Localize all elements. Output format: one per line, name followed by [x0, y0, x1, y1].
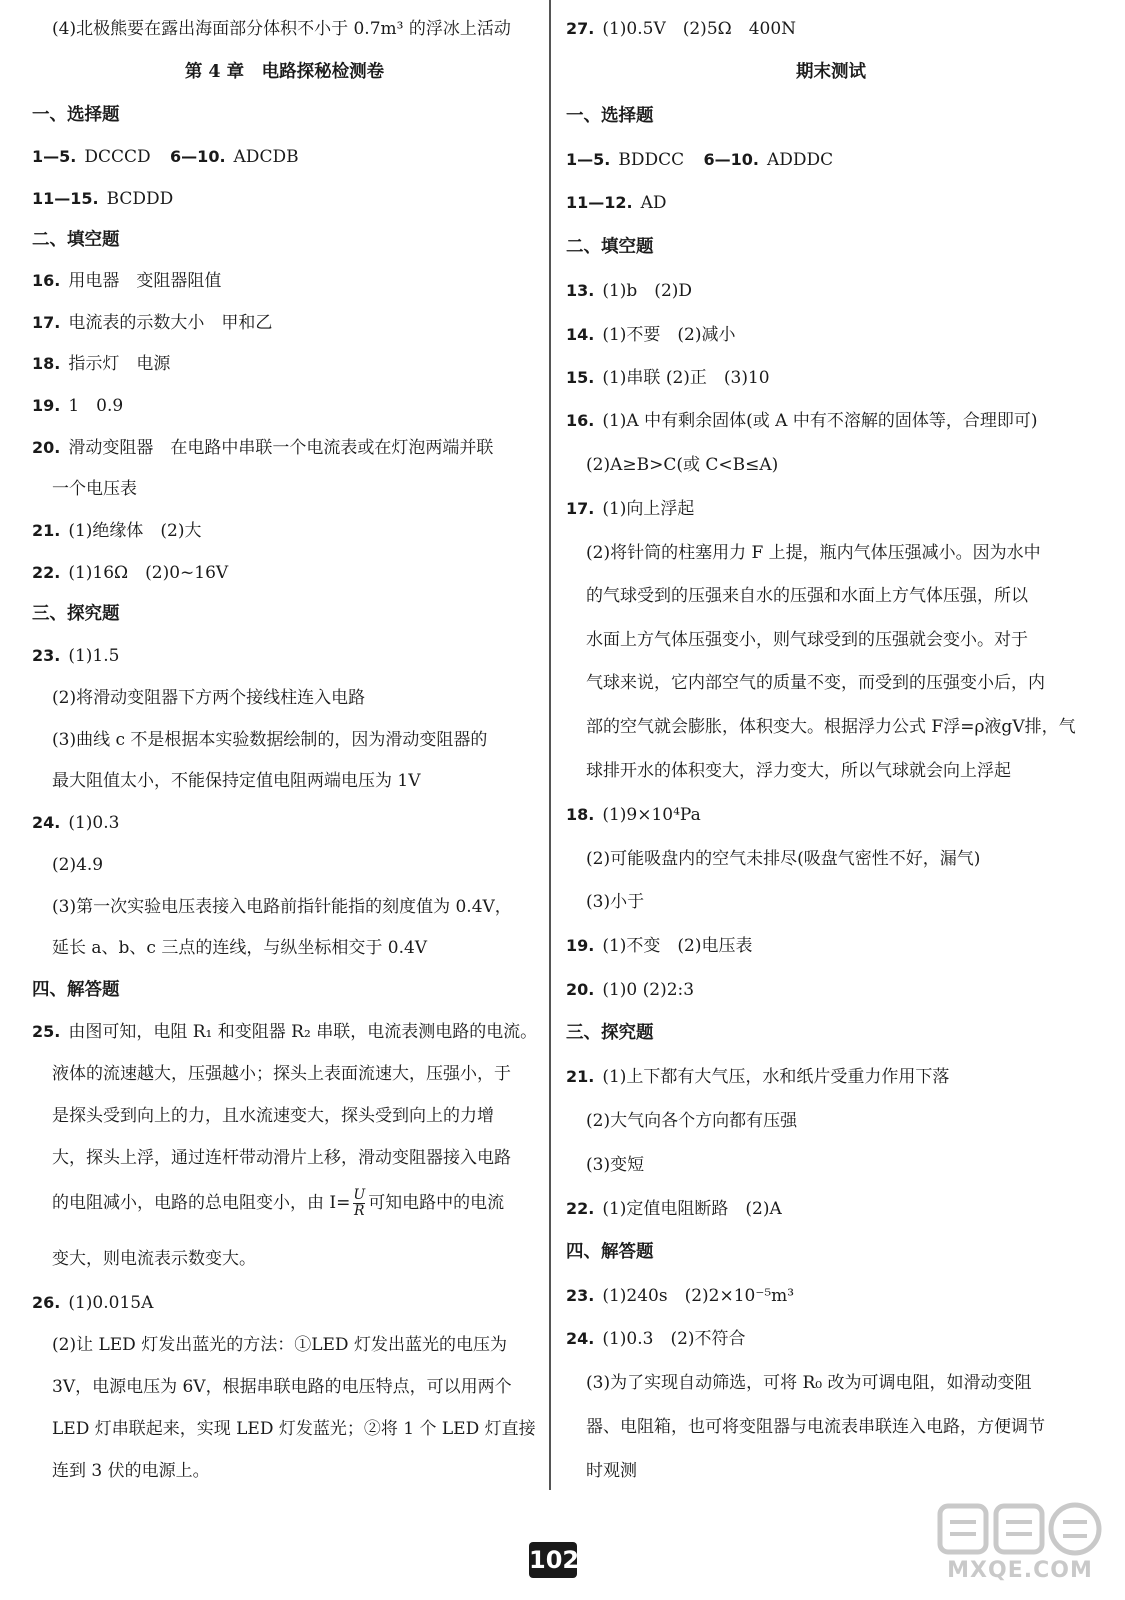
answer-r-16: 16. (1)A 中有剩余固体(或 A 中有不溶解的固体等，合理即可)	[566, 411, 1038, 431]
chapter-title: 第 4 章 电路探秘检测卷	[184, 62, 385, 82]
answer-20: 20. 滑动变阻器 在电路中串联一个电流表或在灯泡两端并联	[32, 438, 494, 458]
answer-1-10: 1—5. DCCCD 6—10. ADCDB	[32, 147, 299, 167]
answer-r-24-c: 器、电阻箱，也可将变阻器与电流表串联连入电路，方便调节	[586, 1417, 1045, 1437]
answer-r-24-d: 时观测	[586, 1461, 637, 1481]
answer-20-cont: 一个电压表	[52, 479, 137, 499]
answer-26-e: 连到 3 伏的电源上。	[52, 1461, 210, 1481]
answer-21: 21. (1)绝缘体 (2)大	[32, 521, 202, 541]
answer-r-20: 20. (1)0 (2)2:3	[566, 980, 695, 1000]
answer-23: 23. (1)1.5	[32, 646, 120, 666]
answer-25-e: 的电阻减小，电路的总电阻变小，由 I= $\frac{U}{R}$ 可知电路中的电流	[52, 1187, 505, 1219]
section-explore-r: 三、探究题	[566, 1023, 654, 1043]
answer-r-15: 15. (1)串联 (2)正 (3)10	[566, 368, 770, 388]
answer-11-15: 11—15. BCDDD	[32, 189, 174, 209]
watermark	[930, 1500, 1110, 1590]
top-line: (4)北极熊要在露出海面部分体积不小于 0.7m³ 的浮冰上活动	[52, 19, 511, 39]
answer-r-17: 17. (1)向上浮起	[566, 499, 695, 519]
answer-r-13: 13. (1)b (2)D	[566, 281, 693, 301]
answer-r-1-10: 1—5. BDDCC 6—10. ADDDC	[566, 150, 834, 170]
answer-r-21: 21. (1)上下都有大气压，水和纸片受重力作用下落	[566, 1067, 950, 1087]
section-explore: 三、探究题	[32, 604, 120, 624]
fraction-u-over-r: $\frac{U}{R}$	[353, 1187, 366, 1219]
answer-26: 26. (1)0.015A	[32, 1293, 154, 1313]
answer-27: 27. (1)0.5V (2)5Ω 400N	[566, 19, 797, 39]
page-number: 102	[529, 1542, 577, 1578]
watermark-logo-icon	[930, 1500, 1110, 1560]
answer-26-c: 3V，电源电压为 6V，根据串联电路的电压特点，可以用两个	[52, 1377, 512, 1397]
answer-24-3: (3)第一次实验电压表接入电路前指针能指的刻度值为 0.4V，	[52, 897, 512, 917]
answer-r-11-12: 11—12. AD	[566, 193, 667, 213]
answer-22: 22. (1)16Ω (2)0~16V	[32, 563, 229, 583]
answer-r-18: 18. (1)9×10⁴Pa	[566, 805, 701, 825]
answer-r-17-b: (2)将针筒的柱塞用力 F 上提，瓶内气体压强减小。因为水中	[586, 543, 1041, 563]
section-solve: 四、解答题	[32, 980, 120, 1000]
section-solve-r: 四、解答题	[566, 1242, 654, 1262]
section-fill: 二、填空题	[32, 230, 120, 250]
section-fill-r: 二、填空题	[566, 237, 654, 257]
answer-r-14: 14. (1)不要 (2)减小	[566, 325, 736, 345]
answer-r-23: 23. (1)240s (2)2×10⁻⁵m³	[566, 1286, 795, 1306]
column-divider	[549, 0, 551, 1490]
answer-16: 16. 用电器 变阻器阻值	[32, 271, 222, 291]
answer-25: 25. 由图可知，电阻 R₁ 和变阻器 R₂ 串联，电流表测电路的电流。	[32, 1022, 538, 1042]
answer-r-17-c: 的气球受到的压强来自水的压强和水面上方气体压强，所以	[586, 586, 1028, 606]
answer-r-21-c: (3)变短	[586, 1155, 645, 1175]
answer-r-16-b: (2)A≥B>C(或 C<B≤A)	[586, 455, 779, 475]
answer-25-f: 变大，则电流表示数变大。	[52, 1249, 256, 1269]
answer-25-d: 大，探头上浮，通过连杆带动滑片上移，滑动变阻器接入电路	[52, 1148, 511, 1168]
section-choice-r: 一、选择题	[566, 106, 654, 126]
answer-25-c: 是探头受到向上的力，且水流速变大，探头受到向上的力增	[52, 1106, 494, 1126]
answer-25-b: 液体的流速越大，压强越小；探头上表面流速大，压强小，于	[52, 1064, 511, 1084]
answer-19: 19. 1 0.9	[32, 396, 124, 416]
answer-r-24: 24. (1)0.3 (2)不符合	[566, 1329, 746, 1349]
answer-24-2: (2)4.9	[52, 855, 104, 875]
answer-23-2: (2)将滑动变阻器下方两个接线柱连入电路	[52, 688, 366, 708]
answer-r-19: 19. (1)不变 (2)电压表	[566, 936, 753, 956]
answer-r-18-c: (3)小于	[586, 892, 645, 912]
answer-r-17-g: 球排开水的体积变大，浮力变大，所以气球就会向上浮起	[586, 761, 1011, 781]
answer-23-3b: 最大阻值太小，不能保持定值电阻两端电压为 1V	[52, 771, 421, 791]
watermark-text: MXQE.COM	[947, 1558, 1093, 1583]
final-test-title: 期末测试	[796, 62, 866, 82]
answer-17: 17. 电流表的示数大小 甲和乙	[32, 313, 273, 333]
answer-r-17-f: 部的空气就会膨胀，体积变大。根据浮力公式 F浮=ρ液gV排，气	[586, 717, 1076, 737]
answer-26-d: LED 灯串联起来，实现 LED 灯发蓝光；②将 1 个 LED 灯直接	[52, 1419, 536, 1439]
answer-r-22: 22. (1)定值电阻断路 (2)A	[566, 1199, 782, 1219]
answer-r-17-e: 气球来说，它内部空气的质量不变，而受到的压强变小后，内	[586, 673, 1045, 693]
answer-26-b: (2)让 LED 灯发出蓝光的方法：①LED 灯发出蓝光的电压为	[52, 1335, 507, 1355]
answer-r-18-b: (2)可能吸盘内的空气未排尽(吸盘气密性不好，漏气)	[586, 849, 981, 869]
section-choice: 一、选择题	[32, 105, 120, 125]
answer-r-24-b: (3)为了实现自动筛选，可将 R₀ 改为可调电阻，如滑动变阻	[586, 1373, 1032, 1393]
answer-18: 18. 指示灯 电源	[32, 354, 171, 374]
answer-24-3b: 延长 a、b、c 三点的连线，与纵坐标相交于 0.4V	[52, 938, 428, 958]
answer-23-3: (3)曲线 c 不是根据本实验数据绘制的，因为滑动变阻器的	[52, 730, 488, 750]
answer-r-17-d: 水面上方气体压强变小，则气球受到的压强就会变小。对于	[586, 630, 1028, 650]
answer-24: 24. (1)0.3	[32, 813, 120, 833]
answer-r-21-b: (2)大气向各个方向都有压强	[586, 1111, 798, 1131]
